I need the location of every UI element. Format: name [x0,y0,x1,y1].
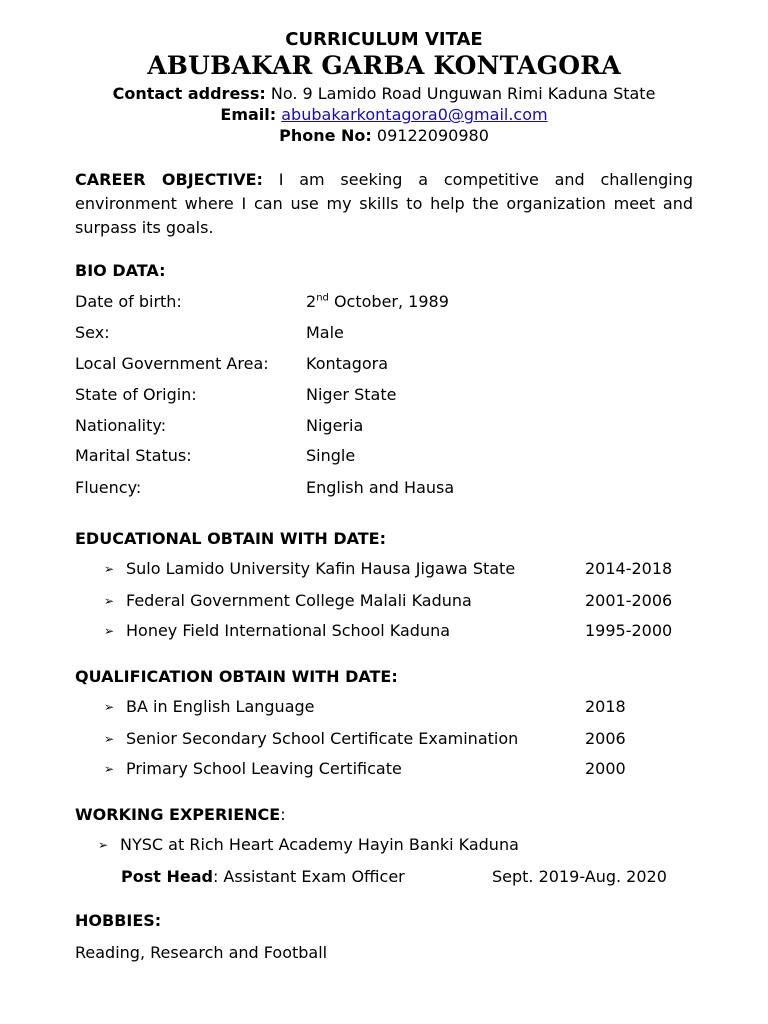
bio-value: Male [306,323,344,342]
bullet-arrow-icon: ➢ [104,562,115,576]
bio-label: Marital Status: [75,446,192,465]
career-objective-text: I am seeking a competitive and challenging environment where I can use my skills to help the organization meet and surpass its goals. [75,170,693,237]
dob-day: 2 [306,292,317,311]
qualification-item-name: Primary School Leaving Certificate [126,759,402,778]
qualification-item-date: 2018 [585,697,626,716]
education-item-date: 2001-2006 [585,591,673,610]
bio-value: English and Hausa [306,478,455,497]
candidate-name: ABUBAKAR GARBA KONTAGORA [147,51,621,80]
bio-value: Single [306,446,356,465]
experience-period: Sept. 2019-Aug. 2020 [492,867,667,886]
post-head-label: Post Head [121,867,213,886]
contact-address [0,84,768,103]
bio-value: Nigeria [306,416,364,435]
qualification-item-date: 2000 [585,759,626,778]
document-title: CURRICULUM VITAE [285,29,483,50]
career-objective-label: CAREER OBJECTIVE: [75,170,263,189]
bio-label: State of Origin: [75,385,197,404]
email-line [0,105,768,124]
career-objective [75,168,693,240]
post-head-value: : Assistant Exam Officer [212,867,405,886]
contact-address-label: Contact address: [112,84,266,103]
email-label: Email: [220,105,277,124]
education-item-name: Honey Field International School Kaduna [126,621,451,640]
bio-value: Niger State [306,385,397,404]
education-item-date: 1995-2000 [585,621,673,640]
education-item-name: Sulo Lamido University Kafin Hausa Jigawa State [126,559,516,578]
bullet-arrow-icon: ➢ [104,624,115,638]
qualification-item-name: Senior Secondary School Certificate Examination [126,729,519,748]
education-item-name: Federal Government College Malali Kaduna [126,591,472,610]
email-link[interactable]: abubakarkontagora0@gmail.com [281,105,548,124]
education-item-date: 2014-2018 [585,559,673,578]
phone-label: Phone No: [279,126,372,145]
qualification-item-name: BA in English Language [126,697,315,716]
bio-label: Fluency: [75,478,142,497]
bio-label: Sex: [75,323,110,342]
hobbies-text: Reading, Research and Football [75,943,328,962]
bio-value: Kontagora [306,354,389,373]
experience-heading-text: WORKING EXPERIENCE [75,805,281,824]
bio-label: Nationality: [75,416,167,435]
bio-value-dob [306,292,449,311]
contact-address-value: No. 9 Lamido Road Unguwan Rimi Kaduna State [270,84,656,103]
experience-heading-colon: : [280,805,286,824]
bullet-arrow-icon: ➢ [104,594,115,608]
qualification-heading: QUALIFICATION OBTAIN WITH DATE: [75,667,398,686]
experience-item: NYSC at Rich Heart Academy Hayin Banki Kaduna [120,835,519,854]
hobbies-heading: HOBBIES: [75,911,162,930]
phone-value: 09122090980 [376,126,489,145]
bio-label-dob: Date of birth: [75,292,182,311]
qualification-item-date: 2006 [585,729,626,748]
bullet-arrow-icon: ➢ [98,838,109,852]
experience-heading [75,805,286,824]
bio-label: Local Government Area: [75,354,269,373]
education-heading: EDUCATIONAL OBTAIN WITH DATE: [75,529,386,548]
dob-rest: October, 1989 [328,292,449,311]
phone-line [0,126,768,145]
bullet-arrow-icon: ➢ [104,700,115,714]
dob-suffix: nd [316,292,329,304]
bio-data-heading: BIO DATA: [75,261,166,280]
bullet-arrow-icon: ➢ [104,732,115,746]
bullet-arrow-icon: ➢ [104,762,115,776]
post-head [121,867,405,886]
